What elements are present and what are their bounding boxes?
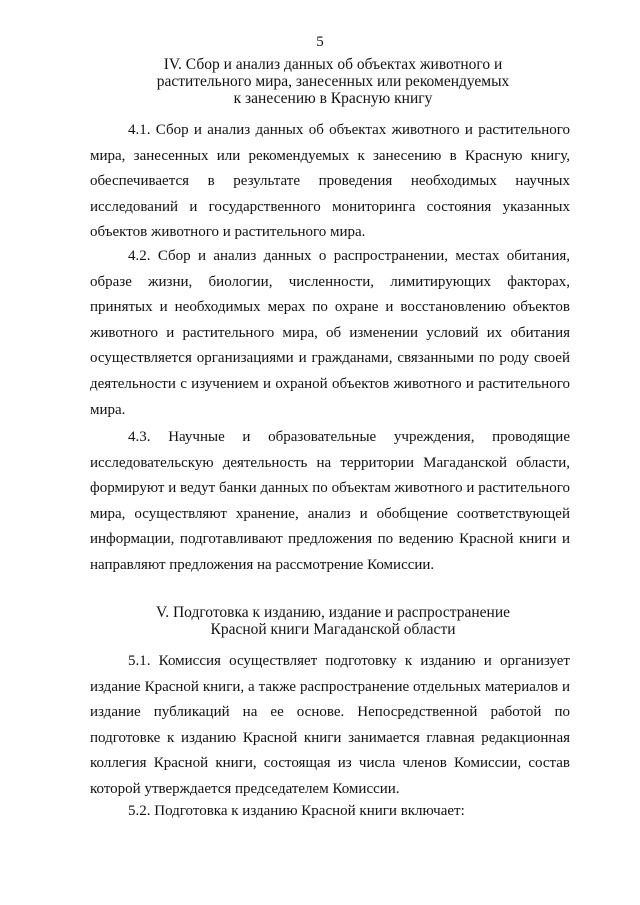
page-number: 5	[316, 34, 324, 50]
paragraph-5-2: 5.2. Подготовка к изданию Красной книги включает:	[128, 803, 465, 819]
section-4-heading: IV. Сбор и анализ данных об объектах животного и растительного мира, занесенных или рекомендуемых к занесению в Красную книгу	[156, 56, 510, 107]
paragraph-5-1: 5.1. Комиссия осуществляет подготовку к изданию и организует издание Красной книги, а также распространение отдельных материалов и издание публикаций на ее основе. Непосредственной работой по подготовке к изданию Красной книги занимается главная редакционная коллегия Красной книги, состоящая из числа членов Комиссии, состав которой утверждается председателем Комиссии.	[90, 653, 570, 797]
section-5-heading: V. Подготовка к изданию, издание и распространение Красной книги Магаданской области	[156, 604, 510, 638]
paragraph-4-2: 4.2. Сбор и анализ данных о распространении, местах обитания, образе жизни, биологии, численности, лимитирующих факторах, принятых и необходимых мерах по охране и восстановлению объектов животного и растительного мира, об изменении условий их обитания осуществляется организациями и гражданами, связанными по роду своей деятельности с изучением и охраной объектов животного и растительного мира.	[90, 248, 570, 418]
paragraph-4-3: 4.3. Научные и образовательные учреждения, проводящие исследовательскую деятельность на территории Магаданской области, формируют и ведут банки данных по объектам животного и растительного мира, осуществляют хранение, анализ и обобщение соответствующей информации, подготавливают предложения по ведению Красной книги и направляют предложения на рассмотрение Комиссии.	[90, 429, 570, 573]
paragraph-4-1: 4.1. Сбор и анализ данных об объектах животного и растительного мира, занесенных или рекомендуемых к занесению в Красную книгу, обеспечивается в результате проведения необходимых научных исследований и государственного мониторинга состояния указанных объектов животного и растительного мира.	[90, 122, 570, 241]
